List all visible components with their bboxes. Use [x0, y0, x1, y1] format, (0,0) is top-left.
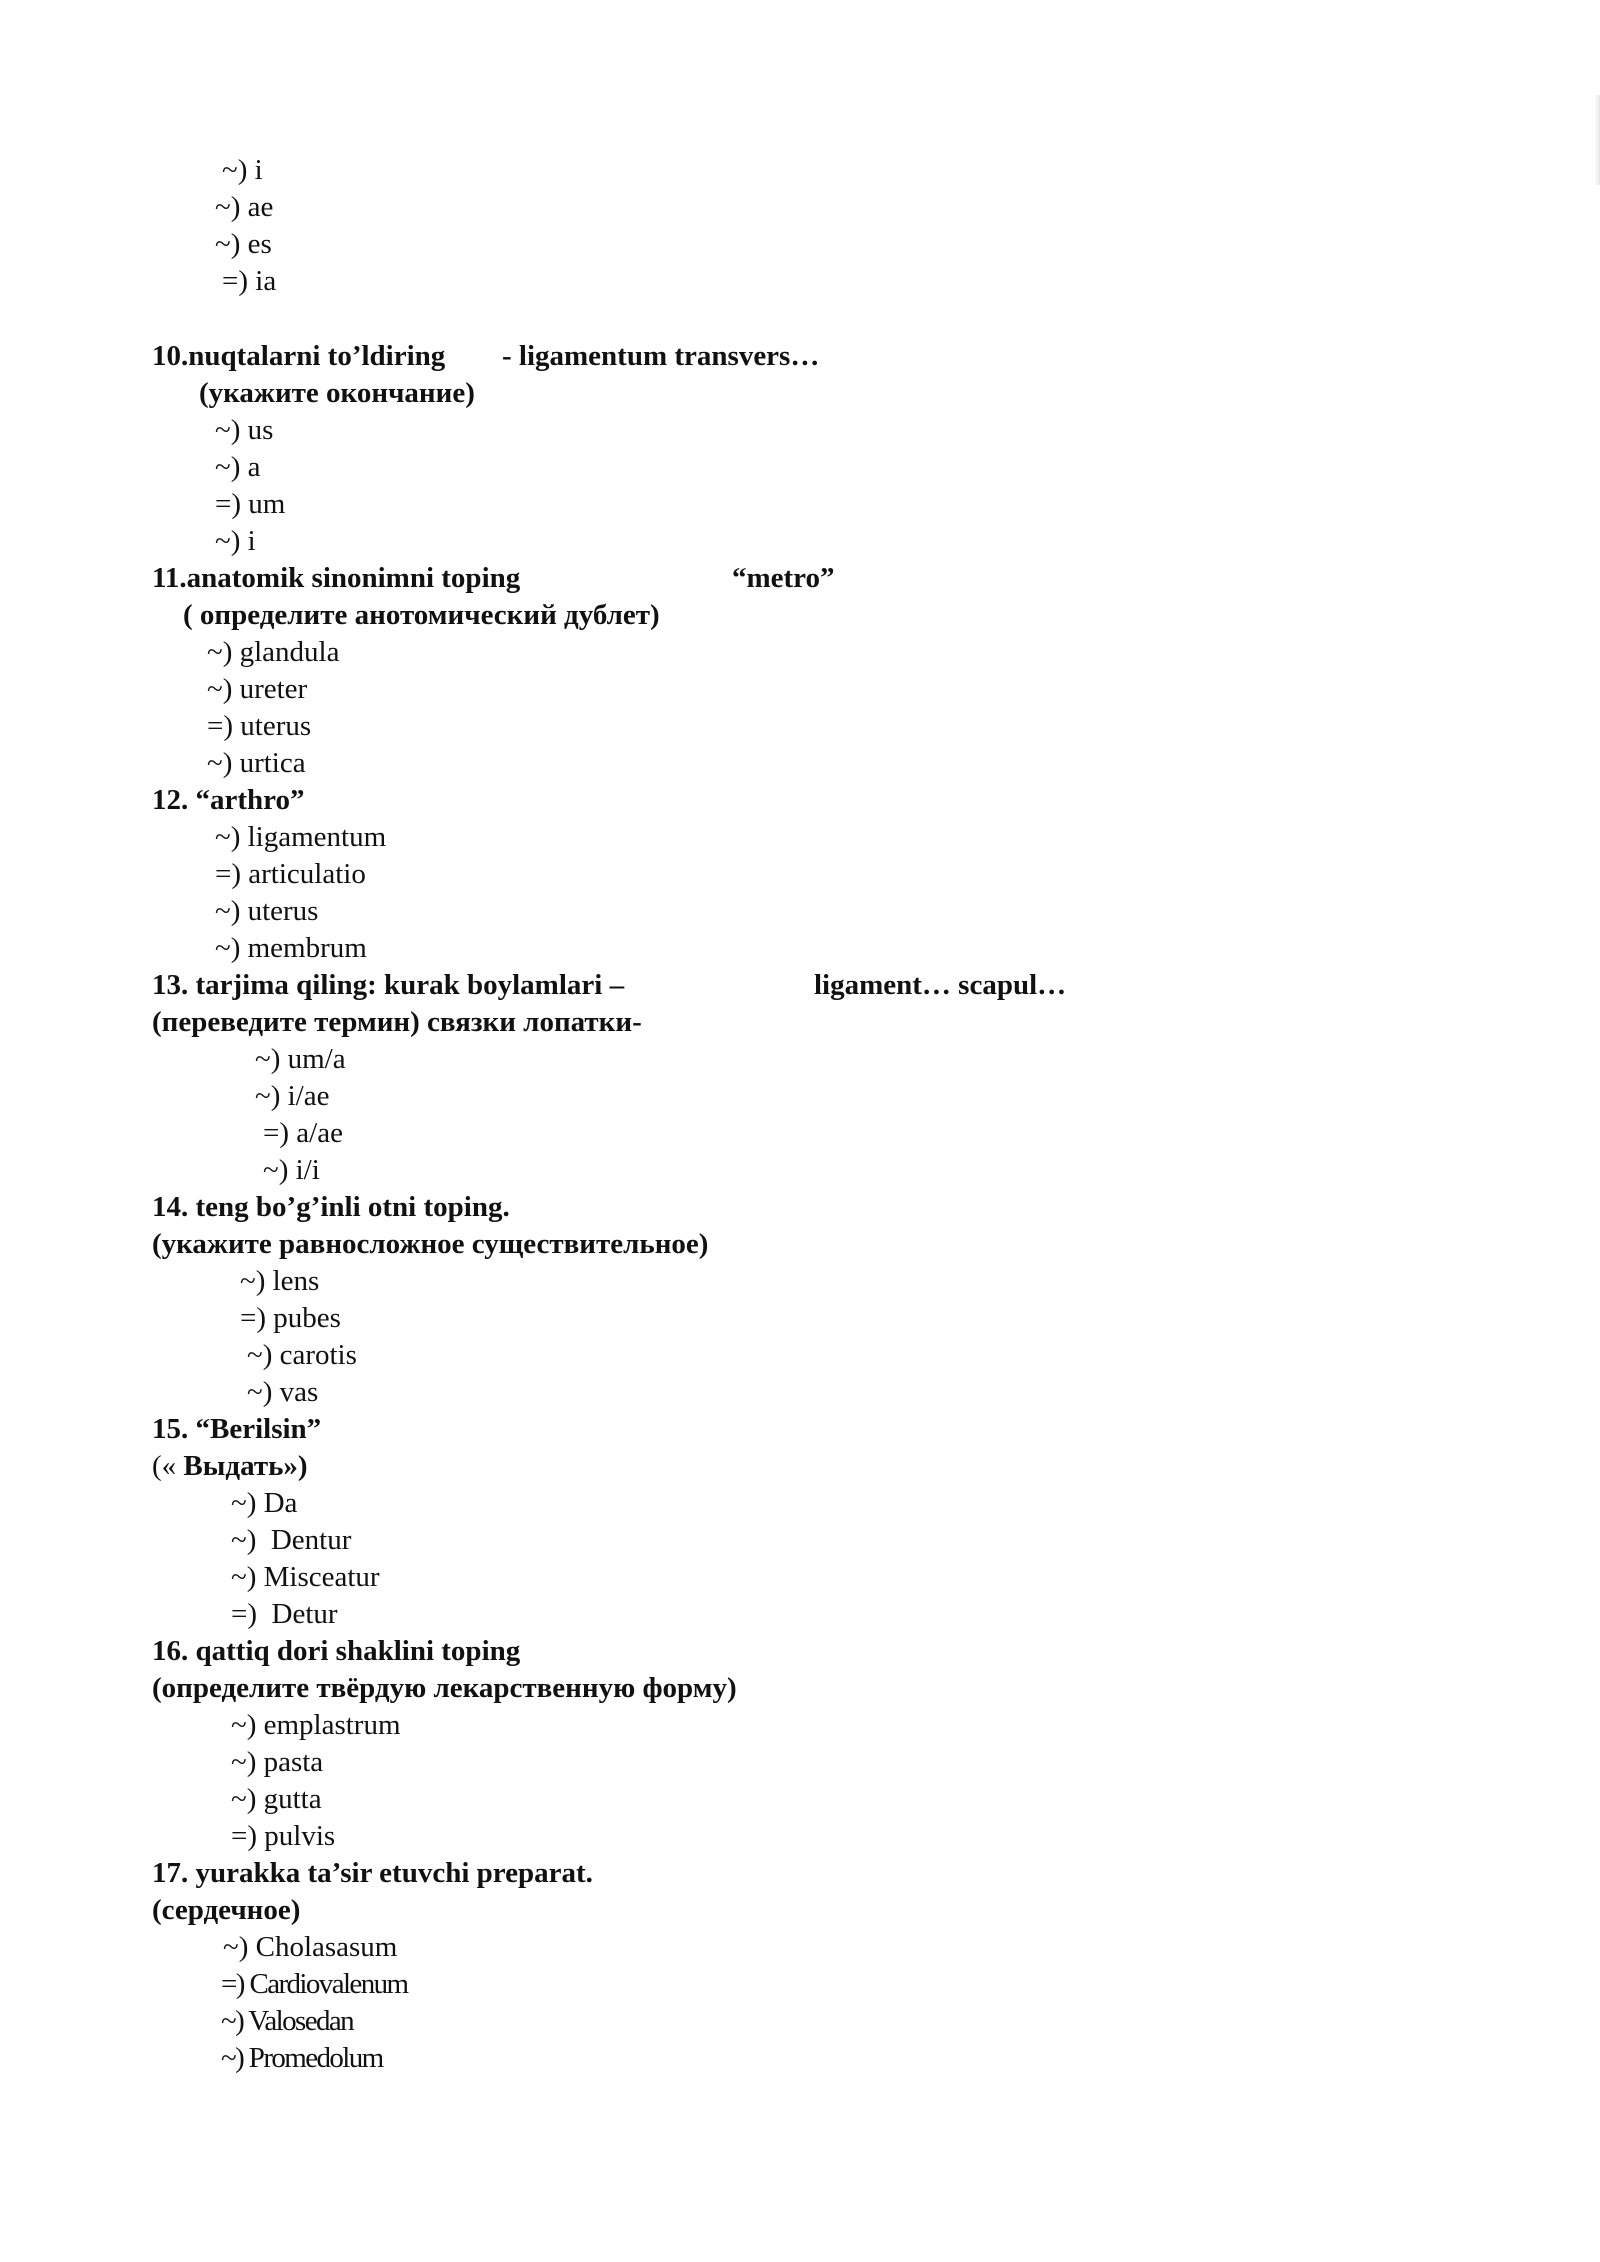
answer-option: ~) i: [215, 525, 256, 557]
question-15-translation-word: Выдать»): [183, 1450, 308, 1482]
answer-option: ~) Promedolum: [221, 2042, 383, 2074]
answer-option: ~) Cholasasum: [223, 1931, 398, 1963]
answer-option: ~) uterus: [215, 895, 319, 927]
answer-option-correct: =) ia: [222, 265, 277, 297]
answer-option: ~) es: [215, 228, 272, 260]
answer-option-correct: =) articulatio: [215, 858, 366, 890]
answer-option-correct: =) Detur: [231, 1598, 338, 1630]
question-17-translation: (сердечное): [152, 1894, 301, 1926]
answer-option-correct: =) uterus: [207, 710, 312, 742]
answer-option-correct: =) um: [215, 488, 286, 520]
answer-option: ~) i/i: [263, 1154, 320, 1186]
question-16-title: 16. qattiq dori shaklini toping: [152, 1635, 521, 1667]
answer-option-correct: =) pubes: [240, 1302, 341, 1334]
question-13-translation: (переведите термин) связки лопатки-: [152, 1006, 642, 1038]
question-15-translation: [152, 1448, 308, 1485]
question-15-translation-open: («: [152, 1450, 184, 1482]
answer-option: ~) um/a: [255, 1043, 346, 1075]
answer-option: ~) glandula: [207, 636, 340, 668]
question-13-title: 13. tarjima qiling: kurak boylamlari –: [152, 969, 625, 1001]
answer-option: ~) pasta: [231, 1746, 324, 1778]
question-10-term: - ligamentum transvers…: [502, 340, 820, 372]
question-10-title: 10.nuqtalarni to’ldiring: [152, 340, 446, 372]
answer-option: ~) Misceatur: [231, 1561, 380, 1593]
answer-option-correct: =) pulvis: [231, 1820, 336, 1852]
question-10-translation: (укажите окончание): [199, 377, 475, 409]
question-14-title: 14. teng bo’g’inli otni toping.: [152, 1191, 510, 1223]
answer-option: ~) lens: [240, 1265, 320, 1297]
answer-option: ~) urtica: [207, 747, 306, 779]
answer-option: ~) carotis: [247, 1339, 357, 1371]
answer-option: ~) Dentur: [231, 1524, 352, 1556]
question-11-title: 11.anatomik sinonimni toping: [152, 562, 521, 594]
answer-option: ~) ligamentum: [215, 821, 387, 853]
question-16-translation: (определите твёрдую лекарственную форму): [152, 1672, 737, 1704]
answer-option: ~) Valosedan: [221, 2005, 354, 2037]
answer-option: ~) a: [215, 451, 261, 483]
answer-option: ~) ae: [215, 191, 274, 223]
answer-option: ~) i: [222, 154, 263, 186]
answer-option: ~) Da: [231, 1487, 298, 1519]
question-12-title: 12. “arthro”: [152, 784, 305, 816]
question-11-translation: ( определите анотомический дублет): [183, 599, 660, 631]
question-13-term: ligament… scapul…: [814, 969, 1067, 1001]
answer-option: ~) i/ae: [255, 1080, 330, 1112]
answer-option: ~) vas: [247, 1376, 319, 1408]
answer-option: ~) gutta: [231, 1783, 322, 1815]
answer-option-correct: =) a/ae: [263, 1117, 343, 1149]
answer-option: ~) us: [215, 414, 274, 446]
answer-option-correct: =) Cardiovalenum: [221, 1968, 408, 2000]
answer-option: ~) membrum: [215, 932, 367, 964]
question-17-title: 17. yurakka ta’sir etuvchi preparat.: [152, 1857, 593, 1889]
answer-option: ~) emplastrum: [231, 1709, 401, 1741]
question-14-translation: (укажите равносложное существительное): [152, 1228, 709, 1260]
question-11-term: “metro”: [732, 562, 835, 594]
question-15-title: 15. “Berilsin”: [152, 1413, 322, 1445]
page-edge-shadow: [1594, 95, 1600, 185]
answer-option: ~) ureter: [207, 673, 308, 705]
